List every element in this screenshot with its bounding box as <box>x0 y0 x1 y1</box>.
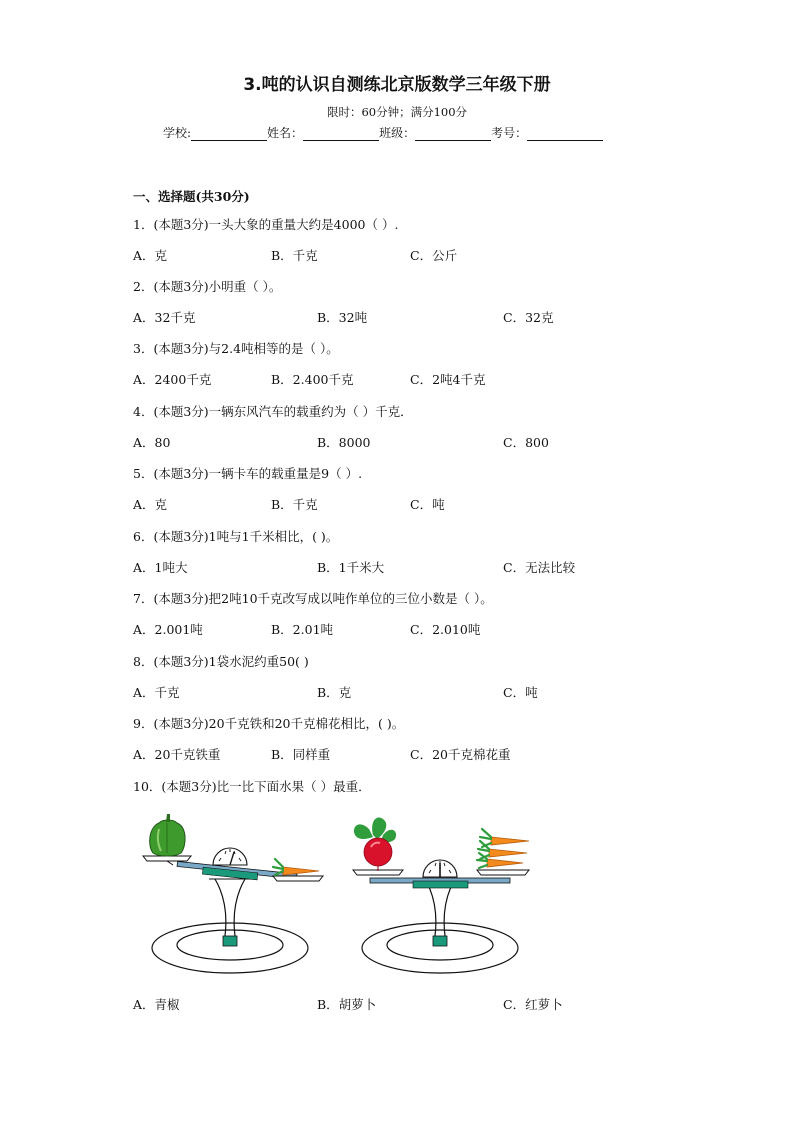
class-label: 班级： <box>379 126 416 140</box>
q5-option-c[interactable]: C．吨 <box>410 497 445 512</box>
q4-option-b[interactable]: B．8000 <box>317 435 371 450</box>
q2-option-a[interactable]: A．32千克 <box>133 310 196 325</box>
q7-option-c[interactable]: C．2.010吨 <box>410 622 481 637</box>
q3-option-b[interactable]: B．2.400千克 <box>271 372 354 387</box>
question-3: 3．(本题3分)与2.4吨相等的是（ ）。 <box>133 341 339 356</box>
q7-option-b[interactable]: B．2.01吨 <box>271 622 334 637</box>
q6-option-c[interactable]: C．无法比较 <box>503 560 576 575</box>
question-4: 4．(本题3分)一辆东风汽车的载重约为（ ）千克． <box>133 404 413 419</box>
question-1: 1．(本题3分)一头大象的重量大约是4000（ ）. <box>133 217 399 232</box>
q10-option-b[interactable]: B．胡萝卜 <box>317 997 377 1012</box>
q8-option-a[interactable]: A．千克 <box>133 685 180 700</box>
q3-option-a[interactable]: A．2400千克 <box>133 372 212 387</box>
q2-option-c[interactable]: C．32克 <box>503 310 554 325</box>
q2-option-b[interactable]: B．32吨 <box>317 310 368 325</box>
q5-option-a[interactable]: A．克 <box>133 497 168 512</box>
page-title: 3.吨的认识自测练北京版数学三年级下册 <box>243 75 551 95</box>
radish-icon <box>354 817 396 871</box>
q6-option-a[interactable]: A．1吨大 <box>133 560 188 575</box>
q9-option-b[interactable]: B．同样重 <box>271 747 331 762</box>
q4-option-c[interactable]: C．800 <box>503 435 549 450</box>
q1-option-a[interactable]: A．克 <box>133 248 168 263</box>
class-blank[interactable] <box>415 128 491 141</box>
question-5: 5．(本题3分)一辆卡车的载重量是9（ ）. <box>133 466 363 481</box>
section-header: 一、选择题(共30分) <box>133 189 250 204</box>
q7-option-a[interactable]: A．2.001吨 <box>133 622 203 637</box>
question-7: 7．(本题3分)把2吨10千克改写成以吨作单位的三位小数是（ ）。 <box>133 591 493 606</box>
question-10: 10．(本题3分)比一比下面水果（ ）最重． <box>133 779 371 794</box>
question-9: 9．(本题3分)20千克铁和20千克棉花相比，( )。 <box>133 716 405 731</box>
q1-option-c[interactable]: C．公斤 <box>410 248 458 263</box>
q10-option-c[interactable]: C．红萝卜 <box>503 997 563 1012</box>
q9-option-c[interactable]: C．20千克棉花重 <box>410 747 511 762</box>
q10-option-a[interactable]: A．青椒 <box>133 997 180 1012</box>
carrot-icon <box>273 859 319 875</box>
name-label: 姓名： <box>267 126 304 140</box>
q1-option-b[interactable]: B．千克 <box>271 248 318 263</box>
student-info-line <box>163 124 603 141</box>
exam-number-blank[interactable] <box>527 128 603 141</box>
question-6: 6．(本题3分)1吨与1千米相比，( )。 <box>133 529 339 544</box>
right-balance-scale <box>353 817 529 973</box>
question-8: 8．(本题3分)1袋水泥约重50( ) <box>133 654 309 669</box>
question-2: 2．(本题3分)小明重（ ）。 <box>133 279 282 294</box>
school-label: 学校: <box>163 126 192 140</box>
exam-subtitle: 限时：60分钟；满分100分 <box>326 105 468 119</box>
q4-option-a[interactable]: A．80 <box>133 435 171 450</box>
q9-option-a[interactable]: A．20千克铁重 <box>133 747 221 762</box>
exam-number-label: 考号： <box>491 126 528 140</box>
balance-scales-figure <box>133 805 553 985</box>
carrots-icon <box>477 829 529 868</box>
pepper-icon <box>150 814 185 856</box>
q8-option-c[interactable]: C．吨 <box>503 685 538 700</box>
name-blank[interactable] <box>303 128 379 141</box>
left-balance-scale <box>143 814 323 973</box>
q8-option-b[interactable]: B．克 <box>317 685 352 700</box>
q6-option-b[interactable]: B．1千米大 <box>317 560 385 575</box>
q3-option-c[interactable]: C．2吨4千克 <box>410 372 486 387</box>
q5-option-b[interactable]: B．千克 <box>271 497 318 512</box>
school-blank[interactable] <box>191 128 267 141</box>
